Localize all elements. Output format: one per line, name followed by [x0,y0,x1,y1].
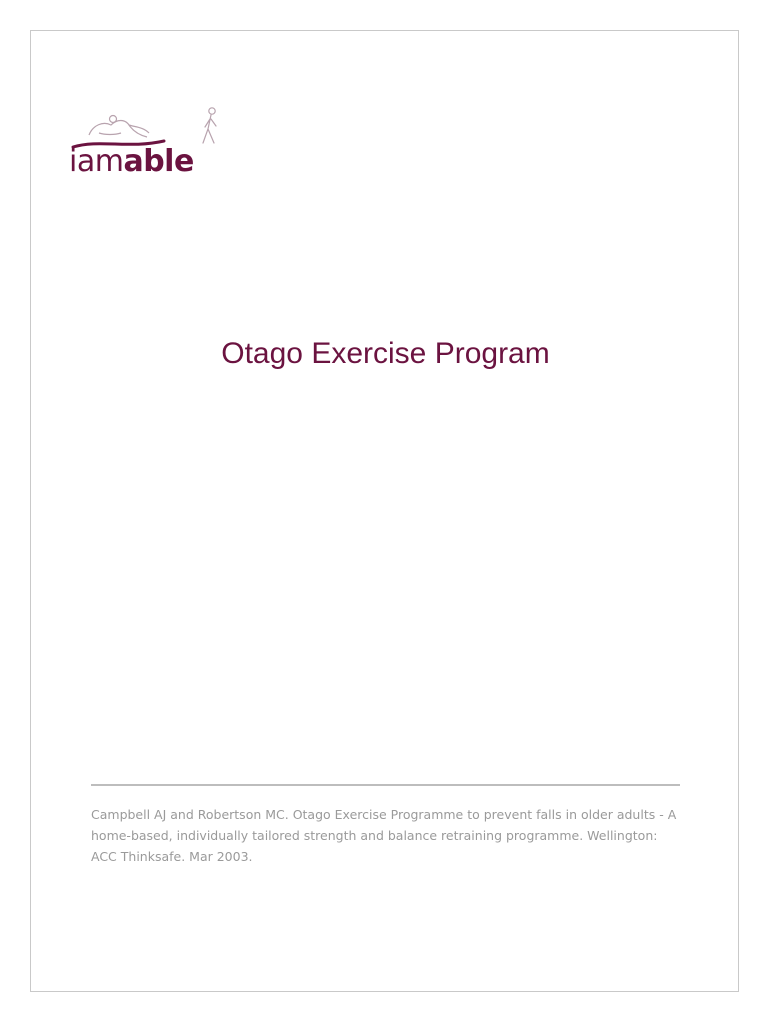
logo-wordmark [69,144,194,179]
document-title: Otago Exercise Program [221,337,550,370]
horizontal-divider [91,784,680,786]
document-page [30,30,739,992]
logo-wordmark-light: iam [69,144,124,179]
citation-text: Campbell AJ and Robertson MC. Otago Exercise Programme to prevent falls in older adults - A home-based, individually tailored strength and balance retraining programme. Wellington: ACC Thinksafe. Mar 2003. [91,807,677,864]
logo-wordmark-bold: able [123,144,194,179]
iamable-logo [69,105,219,185]
